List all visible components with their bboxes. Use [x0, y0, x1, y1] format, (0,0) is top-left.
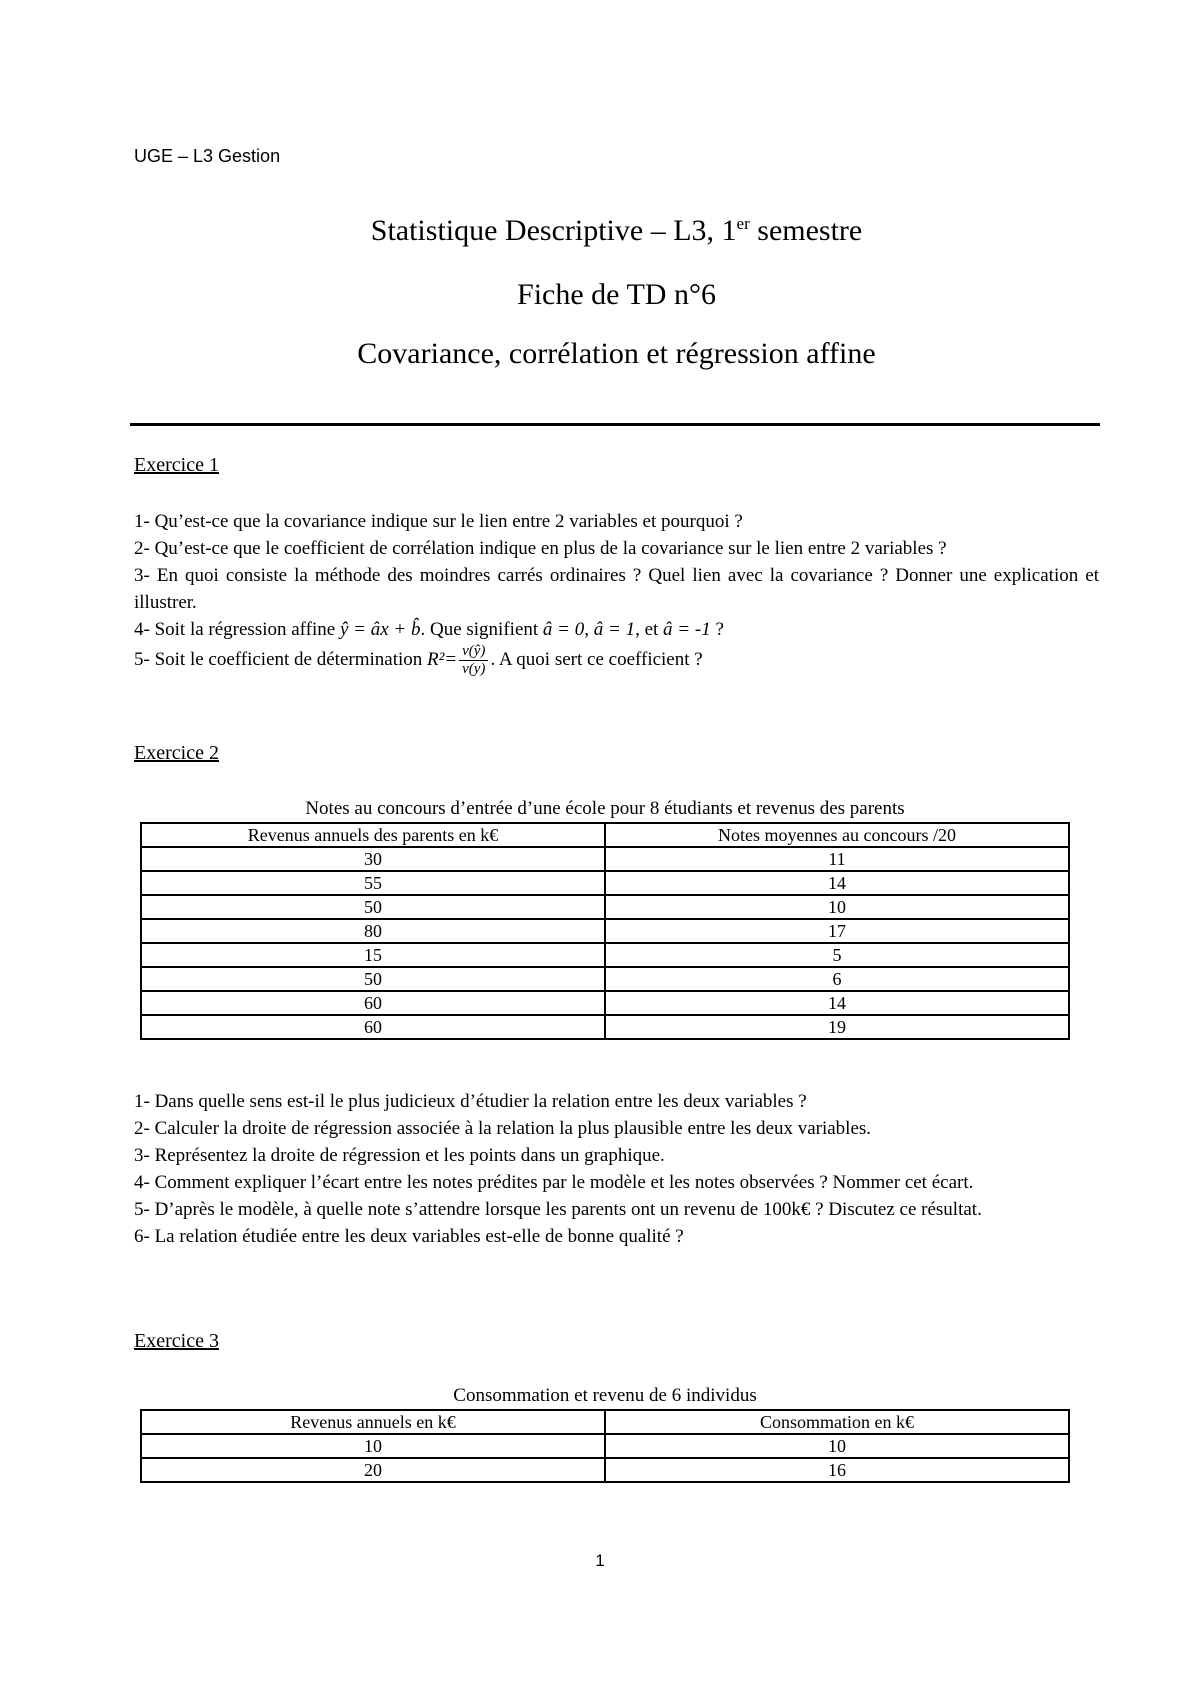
table-row	[141, 919, 1069, 943]
exercise-2-heading: Exercice 2	[134, 742, 219, 764]
table-cell: 10	[141, 1434, 605, 1458]
table-cell: 50	[141, 895, 605, 919]
column-header: Revenus annuels en k€	[141, 1410, 605, 1434]
exercise-2-table	[140, 822, 1070, 1040]
column-header: Notes moyennes au concours /20	[605, 823, 1069, 847]
table-cell: 17	[605, 919, 1069, 943]
table-row	[141, 1458, 1069, 1482]
fraction-numerator: v(ŷ)	[459, 643, 488, 661]
exercise-1-question-3: 3- En quoi consiste la méthode des moindres carrés ordinaires ? Quel lien avec la covariance ? Donner une explication et illustrer.	[134, 565, 1099, 613]
q5-prefix: 5- Soit le coefficient de détermination	[134, 648, 427, 670]
table-row	[141, 847, 1069, 871]
exercise-2-question-2: 2- Calculer la droite de régression associée à la relation la plus plausible entre les deux variables.	[134, 1118, 872, 1139]
table-row	[141, 1434, 1069, 1458]
q4-and: , et	[635, 619, 664, 640]
exercise-1-question-4: 4- Soit la régression affine ŷ = âx + b̂. Que signifient â = 0, â = 1, et â = -1 ?	[134, 619, 724, 640]
exercise-1-question-1: 1- Qu’est-ce que la covariance indique sur le lien entre 2 variables et pourquoi ?	[134, 511, 743, 532]
table-row	[141, 943, 1069, 967]
table-row	[141, 967, 1069, 991]
table-row	[141, 991, 1069, 1015]
worksheet-topic: Covariance, corrélation et régression affine	[357, 337, 876, 370]
table-cell: 14	[605, 871, 1069, 895]
table-cell: 5	[605, 943, 1069, 967]
table-cell: 50	[141, 967, 605, 991]
horizontal-divider	[130, 423, 1100, 426]
table-cell: 55	[141, 871, 605, 895]
exercise-3-heading: Exercice 3	[134, 1330, 219, 1352]
table-cell: 16	[605, 1458, 1069, 1482]
table-header-row	[141, 1410, 1069, 1434]
exercise-2-question-4: 4- Comment expliquer l’écart entre les notes prédites par le modèle et les notes observées ? Nommer cet écart.	[134, 1172, 974, 1193]
slope-minus-one: â = -1	[663, 619, 711, 640]
table-cell: 15	[141, 943, 605, 967]
fraction-denominator: v(y)	[462, 661, 486, 677]
exercise-2-question-3: 3- Représentez la droite de régression et les points dans un graphique.	[134, 1145, 665, 1166]
page-number: 1	[595, 1551, 605, 1570]
table-cell: 20	[141, 1458, 605, 1482]
document-title	[134, 214, 1099, 248]
table-cell: 10	[605, 1434, 1069, 1458]
exercise-2-question-1: 1- Dans quelle sens est-il le plus judicieux d’étudier la relation entre les deux variables ?	[134, 1091, 807, 1112]
exercise-2-question-6: 6- La relation étudiée entre les deux variables est-elle de bonne qualité ?	[134, 1226, 684, 1247]
title-line1-prefix: Statistique Descriptive – L3, 1	[370, 214, 737, 247]
table-cell: 80	[141, 919, 605, 943]
slope-one: â = 1	[593, 619, 636, 640]
table-cell: 19	[605, 1015, 1069, 1039]
table-cell: 60	[141, 1015, 605, 1039]
q4-middle: . Que signifient	[420, 619, 543, 640]
column-header: Revenus annuels des parents en k€	[141, 823, 605, 847]
q5-suffix: . A quoi sert ce coefficient ?	[490, 648, 703, 670]
exercise-2-question-5: 5- D’après le modèle, à quelle note s’attendre lorsque les parents ont un revenu de 100k€ ? Discutez ce résultat.	[134, 1199, 982, 1220]
regression-formula: ŷ = âx + b̂	[339, 619, 421, 640]
q4-suffix: ?	[710, 619, 724, 640]
table-cell: 10	[605, 895, 1069, 919]
title-line1-suffix: semestre	[749, 214, 863, 247]
slope-zero: â = 0	[542, 619, 585, 640]
table-header-row	[141, 823, 1069, 847]
exercise-2-questions	[134, 1088, 1099, 1250]
exercise-1-question-2: 2- Qu’est-ce que le coefficient de corrélation indique en plus de la covariance sur le lien entre 2 variables ?	[134, 538, 947, 559]
table-cell: 6	[605, 967, 1069, 991]
course-header: UGE – L3 Gestion	[134, 146, 281, 166]
exercise-3-table-caption: Consommation et revenu de 6 individus	[453, 1385, 757, 1406]
column-header: Consommation en k€	[605, 1410, 1069, 1434]
table-cell: 60	[141, 991, 605, 1015]
title-line1-superscript: er	[736, 214, 750, 233]
table-row	[141, 1015, 1069, 1039]
table-row	[141, 871, 1069, 895]
r-squared-symbol: R²=	[427, 648, 458, 670]
r-squared-fraction	[459, 643, 488, 678]
table-cell: 11	[605, 847, 1069, 871]
exercise-1-questions	[134, 508, 1099, 678]
exercise-2-table-caption: Notes au concours d’entrée d’une école pour 8 étudiants et revenus des parents	[305, 798, 905, 819]
table-cell: 30	[141, 847, 605, 871]
q4-prefix: 4- Soit la régression affine	[134, 619, 340, 640]
table-row	[141, 895, 1069, 919]
exercise-1-heading: Exercice 1	[134, 454, 219, 476]
exercise-3-table	[140, 1409, 1070, 1483]
worksheet-number: Fiche de TD n°6	[517, 278, 716, 311]
table-cell: 14	[605, 991, 1069, 1015]
exercise-1-question-5	[134, 643, 1099, 678]
